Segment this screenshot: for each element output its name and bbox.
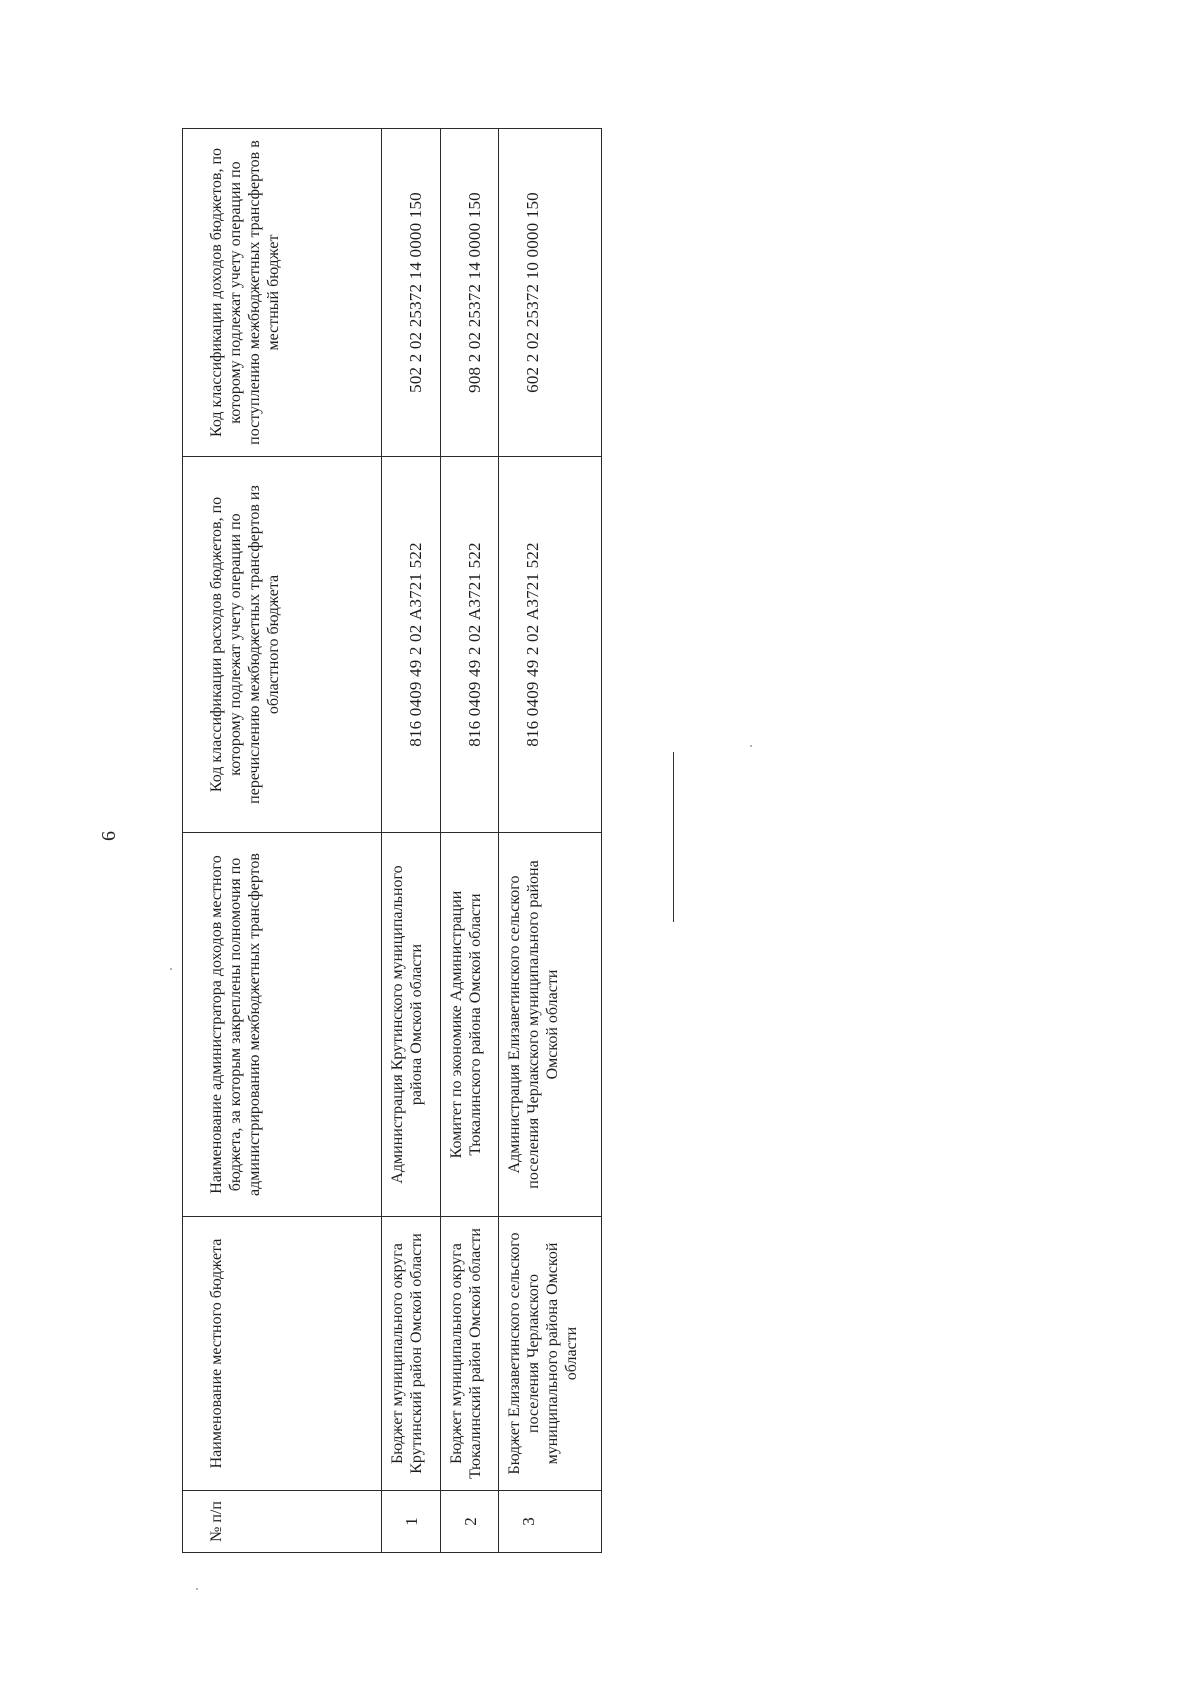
scan-speck — [196, 1588, 198, 1590]
header-administrator: Наименование администратора доходов местного бюджета, за которым закреплены полномочия по администрированию межбюджетных трансфертов — [183, 833, 382, 1217]
header-budget-name: Наименование местного бюджета — [183, 1217, 382, 1491]
row-number: 2 — [440, 1491, 499, 1553]
row-administrator: Администрация Елизаветинского сельского поселения Черлакского муниципального района Омской области — [499, 833, 602, 1217]
row-expense-code: 816 0409 49 2 02 А3721 522 — [499, 457, 602, 833]
table-row — [440, 129, 499, 1553]
row-budget-name: Бюджет муниципального округа Крутинский район Омской области — [382, 1217, 441, 1491]
header-income-code: Код классификации доходов бюджетов, по которому подлежат учету операции по поступлению межбюджетных трансфертов в местный бюджет — [183, 129, 382, 457]
row-expense-code: 816 0409 49 2 02 А3721 522 — [382, 457, 441, 833]
end-of-document-rule — [673, 752, 674, 922]
row-budget-name: Бюджет Елизаветинского сельского поселения Черлакского муниципального района Омской области — [499, 1217, 602, 1491]
row-expense-code: 816 0409 49 2 02 А3721 522 — [440, 457, 499, 833]
transfers-table — [182, 128, 602, 1553]
table-header-row — [183, 129, 382, 1553]
row-administrator: Комитет по экономике Администрации Тюкалинского района Омской области — [440, 833, 499, 1217]
row-administrator: Администрация Крутинского муниципального района Омской области — [382, 833, 441, 1217]
scan-speck — [750, 745, 752, 747]
table-row — [499, 129, 602, 1553]
table-row — [382, 129, 441, 1553]
row-income-code: 602 2 02 25372 10 0000 150 — [499, 129, 602, 457]
header-number: № п/п — [183, 1491, 382, 1553]
row-budget-name: Бюджет муниципального округа Тюкалинский район Омской области — [440, 1217, 499, 1491]
row-income-code: 502 2 02 25372 14 0000 150 — [382, 129, 441, 457]
scan-speck — [170, 968, 172, 970]
header-expense-code: Код классификации расходов бюджетов, по которому подлежат учету операции по перечислению межбюджетных трансфертов из областного бюджета — [183, 457, 382, 833]
row-number: 1 — [382, 1491, 441, 1553]
page-number: 6 — [98, 831, 120, 841]
row-income-code: 908 2 02 25372 14 0000 150 — [440, 129, 499, 457]
row-number: 3 — [499, 1491, 602, 1553]
rotated-table-container — [182, 129, 602, 1553]
